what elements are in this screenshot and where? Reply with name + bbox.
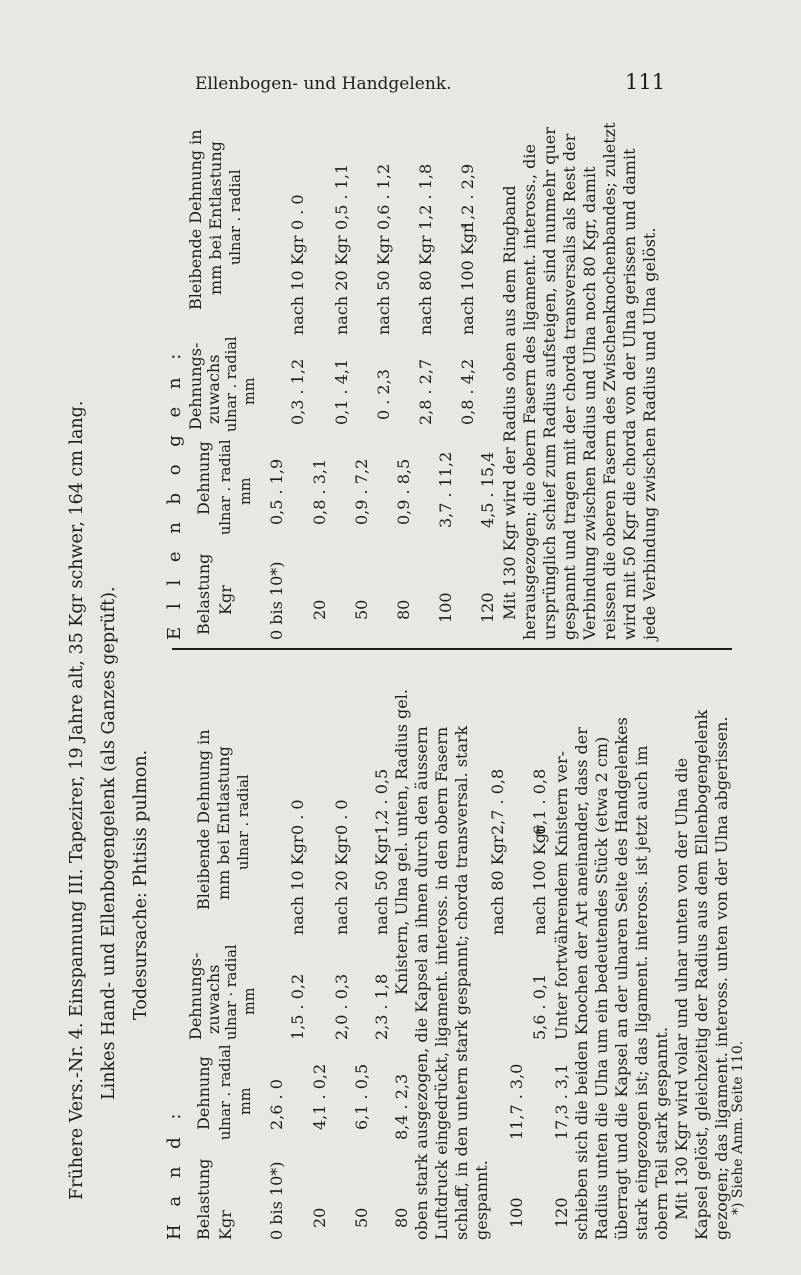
hand-row-load: 20 [310,1207,329,1228]
elb-row-bleib: 0,5 . 1,1 [332,163,351,230]
hand-row-bleib: 0 . 0 [288,799,307,835]
elb-row-bleib: 0,6 . 1,2 [374,163,393,230]
hand-note-120-line: gezogen; das ligament. inteross. unten von der Ulna abgerissen. [712,716,731,1240]
hand-row-bleib: 6,1 . 0,8 [530,768,549,835]
elb-col-zuwachs-2: zuwachs [204,354,223,424]
hand-row-nach: nach 10 Kgr [288,835,307,935]
elb-row-load: 100 [436,592,455,623]
hand-note-120-line: Unter fortwährendem Knistern ver- [552,750,571,1040]
hand-col-zuwachs-mm: mm [242,987,258,1015]
elb-row-zuwachs: 0 . 2,3 [374,369,393,420]
hand-row-dehnung: 17,3 . 3,1 [552,1063,571,1140]
elb-row-load: 20 [310,599,329,620]
hand-note-120-line: schieben sich die beiden Knochen der Art aneinander, dass der [572,727,591,1240]
rotated-page-body [52,100,746,1240]
hand-col-bleib-sub: ulnar . radial [236,774,252,870]
elb-row-zuwachs: 0,3 . 1,2 [288,358,307,425]
elb-row-load: 50 [352,599,371,620]
hand-row-load: 120 [552,1197,571,1228]
title-line-3: Todesursache: Phtisis pulmon. [131,749,151,1020]
hand-col-bleib-2: mm bei Entlastung [214,746,233,900]
running-title: Ellenbogen- und Handgelenk. [195,74,452,94]
ellenbogen-heading: E l l e n b o g e n : [164,347,185,640]
elb-row-zuwachs: 0,8 . 4,2 [458,358,477,425]
page-number: 111 [625,70,666,94]
elb-row-load: 120 [478,592,497,623]
elb-row-bleib: 0 . 0 [288,194,307,230]
hand-note-120-line: Radius unten die Ulna um ein bedeutendes Stück (etwa 2 cm) [592,736,611,1240]
hand-col-dehnung: Dehnung [194,1056,213,1130]
elb-note-line: Verbindung zwischen Radius und Ulna noch 80 Kgr, damit [580,166,599,640]
hand-col-zuwachs-sub: ulnar · radial [224,944,240,1040]
elb-col-zuwachs-sub: ulnar . radial [224,336,240,432]
elb-note-line: Mit 130 Kgr wird der Radius oben aus dem Ringband [500,185,519,620]
hand-note-80-line: gespannt. [472,1160,491,1240]
hand-note-120-line: stark eingezogen ist; das ligament. inteross. ist jetzt auch im [632,745,651,1240]
hand-note-120-line: überragt und die Kapsel an der ulnaren Seite des Handgelenkes [612,717,631,1240]
elb-note-line: herausgezogen; die obern Fasern des ligament. inteross., die [520,144,539,640]
elb-col-bleib-sub: ulnar . radial [228,169,244,265]
hand-row-bleib: 2,7 . 0,8 [488,768,507,835]
elb-note-line: gespannt und tragen mit der chorda transversalis als Rest der [560,133,579,640]
hand-row-dehnung: 8,4 . 2,3 [392,1073,411,1140]
elb-row-bleib: 1,2 . 2,9 [458,163,477,230]
elb-note-line: reissen die oberen Fasern des Zwischenknochenbandes; zuletzt [600,122,619,640]
hand-row-load: 100 [507,1197,526,1228]
hand-row-zuwachs: 2,3 . 1,8 [372,973,391,1040]
hand-row-nach: nach 50 Kgr [372,835,391,935]
elb-col-mm: mm [238,477,254,505]
elb-note-line: wird mit 50 Kgr die chorda von der Ulna gerissen und damit [620,148,639,640]
section-divider [172,649,732,651]
hand-row-bleib: 1,2 . 0,5 [372,768,391,835]
hand-col-dehnung-sub: ulnar . radial [218,1044,234,1140]
hand-note-120-line: Kapsel gelöst, gleichzeitig der Radius aus dem Ellenbogengelenk [692,709,711,1240]
hand-note-120-line: Mit 130 Kgr wird volar und ulnar unten von der Ulna die [672,757,691,1220]
hand-row-nach: nach 20 Kgr [332,835,351,935]
hand-col-belastung: Belastung [194,1158,213,1240]
elb-row-bleib: 1,2 . 1,8 [416,163,435,230]
elb-row-zuwachs: 2,8 . 2,7 [416,358,435,425]
elb-col-zuwachs-mm: mm [242,377,258,405]
hand-note-80-line: oben stark ausgezogen, die Kapsel an ihnen durch den äussern [412,726,431,1240]
hand-row-zuwachs: 2,0 . 0,3 [332,973,351,1040]
elb-col-belastung: Belastung [194,553,213,635]
hand-heading: H a n d : [164,1107,185,1240]
elb-row-dehnung: 0,5 . 1,9 [267,458,286,525]
elb-col-bleib-1: Bleibende Dehnung in [186,129,205,310]
hand-row-dehnung: 6,1 . 0,5 [352,1063,371,1130]
elb-note-line: ursprünglich schief zum Radius aufsteigen, sind nunmehr quer [540,127,559,640]
elb-row-dehnung: 3,7 . 11,2 [436,451,455,528]
elb-row-nach: nach 80 Kgr [416,235,435,335]
elb-row-nach: nach 100 Kgr [458,225,477,335]
elb-row-nach: nach 20 Kgr [332,235,351,335]
hand-col-zuwachs-2: zuwachs [204,964,223,1034]
hand-note-80-line: Luftdruck eingedrückt, ligament. inteross. in den obern Fasern [432,726,451,1240]
elb-row-load: 80 [394,599,413,620]
hand-col-kgr: Kgr [216,1210,235,1240]
hand-row-bleib: 0 . 0 [332,799,351,835]
running-header [0,70,801,100]
title-line-1: Frühere Vers.-Nr. 4. Einspannung III. Tapezirer, 19 Jahre alt, 35 Kgr schwer, 164 cm lang. [67,400,87,1200]
hand-row-zuwachs: 5,6 . 0,1 [530,973,549,1040]
elb-row-dehnung: 0,9 . 8,5 [394,458,413,525]
elb-row-nach: nach 10 Kgr [288,235,307,335]
hand-row-load: 50 [352,1207,371,1228]
hand-row-nach: nach 100 Kgr [530,825,549,935]
hand-row-load: 80 [392,1207,411,1228]
hand-col-zuwachs-1: Dehnungs- [186,952,205,1040]
hand-row-nach: nach 80 Kgr [488,835,507,935]
elb-col-bleib-2: mm bei Entlastung [206,141,225,295]
hand-note-80-line: Knistern, Ulna gel. unten, Radius gel. [392,689,411,995]
elb-row-dehnung: 0,8 . 3,1 [310,458,329,525]
hand-note-80-line: schlaff, in den untern stark gespannt; chorda transversal. stark [452,725,471,1240]
elb-row-nach: nach 50 Kgr [374,235,393,335]
hand-row-dehnung: 11,7 . 3,0 [507,1063,526,1140]
elb-col-dehnung-sub: ulnar . radial [218,439,234,535]
hand-note-120-line: obern Teil stark gespannt. [652,1026,671,1240]
hand-row-dehnung: 4,1 . 0,2 [310,1063,329,1130]
elb-col-dehnung: Dehnung [194,441,213,515]
elb-row-zuwachs: 0,1 . 4,1 [332,358,351,425]
elb-note-line: jede Verbindung zwischen Radius und Ulna gelöst. [640,227,659,640]
hand-col-bleib-1: Bleibende Dehnung in [194,729,213,910]
elb-col-zuwachs-1: Dehnungs- [186,342,205,430]
hand-row-zuwachs: 1,5 . 0,2 [288,973,307,1040]
hand-row-dehnung: 2,6 . 0 [267,1079,286,1130]
elb-row-dehnung: 0,9 . 7,2 [352,458,371,525]
hand-row-load: 0 bis 10*) [267,1161,286,1240]
title-line-2: Linkes Hand- und Ellenbogengelenk (als Ganzes geprüft). [99,586,119,1100]
elb-col-kgr: Kgr [216,585,235,615]
elb-row-dehnung: 4,5 . 15,4 [478,451,497,528]
footnote: *) Siehe Anm. Seite 110. [730,1040,746,1215]
elb-row-load: 0 bis 10*) [267,561,286,640]
hand-col-mm: mm [238,1087,254,1115]
